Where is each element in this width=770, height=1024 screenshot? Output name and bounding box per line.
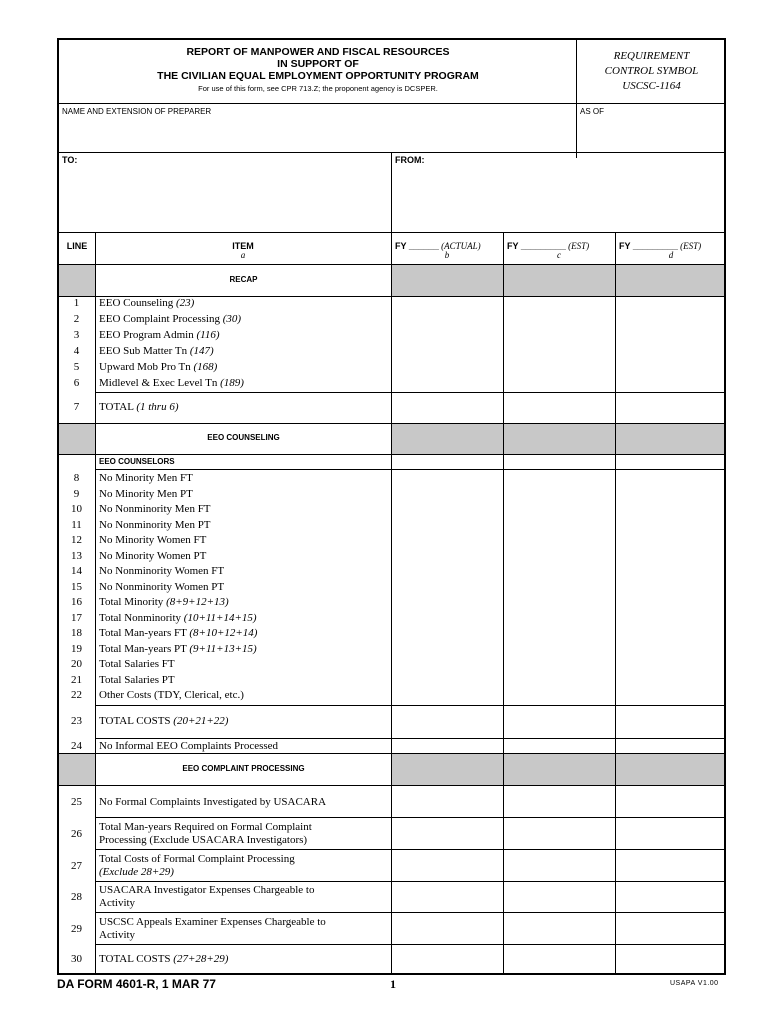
- version-label: USAPA V1.00: [670, 980, 719, 987]
- section-recap: RECAP: [229, 275, 258, 284]
- report-form: REPORT OF MANPOWER AND FISCAL RESOURCES IN SUPPORT OF THE CIVILIAN EQUAL EMPLOYMENT OPPORTUNITY PROGRAM For use of this form, see CPR 713.Z; the proponent agency is DCSPER. REQUIREMENT CONTROL SYMBOL USCSC-1164 NAME AND EXTENSION OF PREPARER AS OF TO: FROM: LINE ITEM a FY ______ (ACTUAL) b FY _________ (EST) c FY _________ (EST) d RECAP EEO COUNSELING EEO COUNSELORS EEO COMPLAINT PROCESSING 1 EEO Counseling (23) 2 EEO Complaint Processing (30) 3 EEO Program Admin (116) 4 EEO Sub Matter Tn (147) 5 Upward Mob Pro Tn (168) 6 Midlevel & Exec Level Tn (189) 7 TOTAL (1 thru 6) 8 No Minority Men FT 9 No Minority Men PT 10 No Nonminority Men FT 11 No Nonminority Men PT 12 No Minority Women FT 13 No Minority Women PT 14 No Nonminority Women FT 15 No Nonminority Women PT 16 Total Minority (8+9+12+13) 17 Total Nonminority (10+11+14+15) 18 Total Man-years FT (8+10+12+14) 19 Total Man-years PT (9+11+13+15) 20 Total Salaries FT 21 Total Salaries PT 22 Other Costs (TDY, Clerical, etc.) 23 TOTAL COSTS (20+21+22) 24 No Informal EEO Complaints Processed 25 No Formal Complaints Investigated by USACARA 26 Total Man-years Required on Formal Complaint Processing (Exclude USACARA Investigators) 27 Total Costs of Formal Complaint Processing (Exclude 28+29) 28 USACARA Investigator Expenses Chargeable to Activity 29 USCSC Appeals Examiner Expenses Chargeable to Activity 30 TOTAL COSTS (27+28+29): [57, 38, 726, 975]
- section-eeo-counseling: EEO COUNSELING: [207, 433, 280, 442]
- column-header-item: ITEM a: [232, 241, 254, 260]
- form-subtitle: For use of this form, see CPR 713.Z; the proponent agency is DCSPER.: [198, 84, 438, 93]
- form-id: DA FORM 4601-R, 1 MAR 77: [57, 977, 216, 991]
- as-of-field[interactable]: [577, 116, 724, 152]
- column-header-fy-est-c: FY _________ (EST) c: [507, 241, 590, 260]
- from-field[interactable]: [392, 168, 724, 232]
- to-label: TO:: [62, 155, 78, 165]
- column-header-fy-est-d: FY _________ (EST) d: [619, 241, 702, 260]
- as-of-label: AS OF: [580, 107, 605, 116]
- subsection-eeo-counselors: EEO COUNSELORS: [99, 457, 175, 466]
- from-label: FROM:: [395, 155, 425, 165]
- column-header-line: LINE: [66, 241, 88, 251]
- column-header-fy-actual: FY ______ (ACTUAL) b: [395, 241, 481, 260]
- section-complaint-processing: EEO COMPLAINT PROCESSING: [182, 764, 305, 773]
- requirement-control-symbol: REQUIREMENT CONTROL SYMBOL USCSC-1164: [604, 50, 699, 92]
- preparer-field[interactable]: [59, 116, 576, 152]
- page-number: 1: [390, 977, 396, 991]
- form-title: REPORT OF MANPOWER AND FISCAL RESOURCES IN SUPPORT OF THE CIVILIAN EQUAL EMPLOYMENT OPPORTUNITY PROGRAM For use of this form, see CPR 713.Z; the proponent agency is DCSPER.: [59, 46, 577, 95]
- preparer-label: NAME AND EXTENSION OF PREPARER: [62, 107, 212, 116]
- to-field[interactable]: [59, 168, 391, 232]
